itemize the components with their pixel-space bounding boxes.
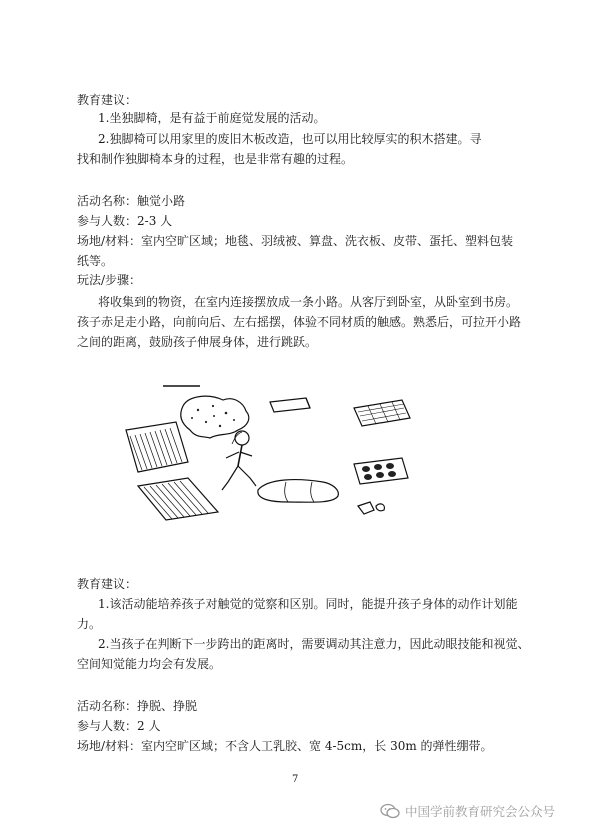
activity-1-steps-heading: 玩法/步骤： [77,273,142,287]
advice-2-item-1-line-2: 力。 [77,617,102,631]
wechat-icon [380,803,400,819]
page-number: 7 [292,774,299,785]
activity-1-steps-line-3: 之间的距离，鼓励孩子伸展身体，进行跳跃。 [77,335,318,349]
activity-1-materials-line-1: 场地/材料：室内空旷区域；地毯、羽绒被、算盘、洗衣板、皮带、蛋托、塑料包装 [77,234,514,248]
advice-heading-1: 教育建议： [77,93,138,107]
activity-1-steps-line-1: 将收集到的物资，在室内连接摆放成一条小路。从客厅到卧室，从卧室到书房。 [98,295,519,309]
advice-2-item-1-line-1: 1.该活动能培养孩子对触觉的觉察和区别。同时，能提升孩子身体的动作计划能 [98,597,518,611]
advice-1-item-2-line-2: 找和制作独脚椅本身的过程，也是非常有趣的过程。 [77,152,354,166]
activity-2-participants: 参与人数：2 人 [77,719,161,733]
watermark [380,801,555,821]
advice-heading-2: 教育建议： [77,577,138,591]
advice-1-item-1: 1.坐独脚椅，是有益于前庭觉发展的活动。 [98,111,326,125]
advice-2-item-2-line-1: 2.当孩子在判断下一步跨出的距离时，需要调动其注意力，因此动眼技能和视觉、 [98,637,530,651]
activity-2-name: 活动名称：挣脱、挣脱 [77,699,198,713]
activity-1-steps-line-2: 孩子赤足走小路，向前向后、左右摇摆，体验不同材质的触感。熟悉后，可拉开小路 [77,315,522,329]
activity-2-materials: 场地/材料：室内空旷区域；不含人工乳胶、宽 4-5cm，长 30m 的弹性绷带。 [77,739,493,753]
activity-1-participants: 参与人数：2-3 人 [77,214,173,228]
advice-2-item-2-line-2: 空间知觉能力均会有发展。 [77,657,222,671]
advice-1-item-2-line-1: 2.独脚椅可以用家里的废旧木板改造，也可以用比较厚实的积木搭建。寻 [98,132,482,146]
child-on-sensory-path-illustration [118,378,448,523]
activity-1-materials-line-2: 纸等。 [77,254,114,268]
activity-1-name: 活动名称：触觉小路 [77,194,186,208]
watermark-text: 中国学前教育研究会公众号 [405,804,556,819]
